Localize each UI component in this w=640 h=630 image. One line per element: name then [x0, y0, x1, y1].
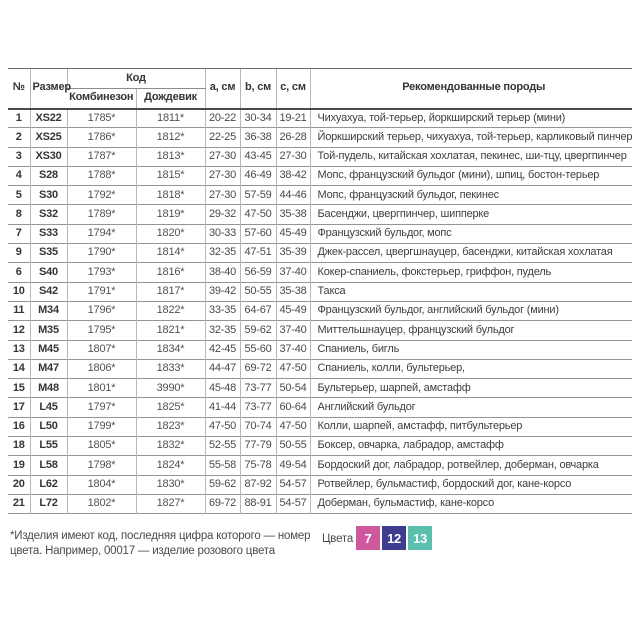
raincoat-code-cell: 1812*	[136, 128, 205, 147]
jumpsuit-code-cell: 1793*	[67, 263, 136, 282]
col-header-size: Размер	[30, 69, 67, 109]
dim-a-cell: 44-47	[205, 359, 240, 378]
size-cell: S33	[30, 224, 67, 243]
color-swatch: 13	[408, 526, 432, 550]
dim-c-cell: 47-50	[276, 359, 310, 378]
dim-b-cell: 57-60	[240, 224, 276, 243]
dim-c-cell: 37-40	[276, 263, 310, 282]
raincoat-code-cell: 1821*	[136, 321, 205, 340]
size-cell: S28	[30, 166, 67, 185]
dim-b-cell: 75-78	[240, 456, 276, 475]
dim-b-cell: 59-62	[240, 321, 276, 340]
breeds-cell: Той-пудель, китайская хохлатая, пекинес, ши-тцу, цвергпинчер	[310, 147, 632, 166]
dim-a-cell: 32-35	[205, 244, 240, 263]
dim-c-cell: 54-57	[276, 494, 310, 513]
raincoat-code-cell: 1822*	[136, 301, 205, 320]
row-number-cell: 6	[15, 265, 22, 278]
row-number-cell: 3	[15, 149, 22, 162]
dim-c-cell: 27-30	[276, 147, 310, 166]
size-cell: S35	[30, 244, 67, 263]
dim-c-cell: 60-64	[276, 398, 310, 417]
dim-b-cell: 36-38	[240, 128, 276, 147]
dim-b-cell: 70-74	[240, 417, 276, 436]
jumpsuit-code-cell: 1798*	[67, 456, 136, 475]
row-number-cell: 19	[12, 458, 25, 471]
row-number-cell: 14	[12, 362, 25, 375]
jumpsuit-code-cell: 1807*	[67, 340, 136, 359]
dim-a-cell: 22-25	[205, 128, 240, 147]
col-header-raincoat: Дождевик	[136, 89, 205, 109]
size-cell: M34	[30, 301, 67, 320]
raincoat-code-cell: 1814*	[136, 244, 205, 263]
row-number-cell: 13	[12, 342, 25, 355]
breeds-cell: Английский бульдог	[310, 398, 632, 417]
breeds-cell: Басенджи, цвергпинчер, шипперке	[310, 205, 632, 224]
jumpsuit-code-cell: 1796*	[67, 301, 136, 320]
col-header-b: b, см	[240, 69, 276, 109]
table-row	[8, 244, 632, 263]
jumpsuit-code-cell: 1789*	[67, 205, 136, 224]
raincoat-code-cell: 1833*	[136, 359, 205, 378]
raincoat-code-cell: 1823*	[136, 417, 205, 436]
breeds-cell: Бордоский дог, лабрадор, ротвейлер, доберман, овчарка	[310, 456, 632, 475]
dim-c-cell: 54-57	[276, 475, 310, 494]
dim-c-cell: 35-39	[276, 244, 310, 263]
row-number-cell: 1	[15, 111, 22, 124]
raincoat-code-cell: 1824*	[136, 456, 205, 475]
raincoat-code-cell: 1816*	[136, 263, 205, 282]
jumpsuit-code-cell: 1801*	[67, 379, 136, 398]
size-table	[8, 68, 632, 514]
jumpsuit-code-cell: 1802*	[67, 494, 136, 513]
table-row	[8, 263, 632, 282]
col-header-breeds: Рекомендованные породы	[310, 69, 632, 109]
size-cell: M35	[30, 321, 67, 340]
table-row	[8, 321, 632, 340]
dim-b-cell: 69-72	[240, 359, 276, 378]
dim-c-cell: 49-54	[276, 456, 310, 475]
row-number-cell: 16	[12, 420, 25, 433]
row-number-cell: 7	[15, 227, 22, 240]
row-number-cell: 8	[15, 207, 22, 220]
dim-a-cell: 29-32	[205, 205, 240, 224]
colors-label: Цвета	[322, 533, 354, 545]
table-row	[8, 340, 632, 359]
dim-a-cell: 20-22	[205, 109, 240, 128]
table-row	[8, 128, 632, 147]
table-row	[8, 109, 632, 128]
size-table-header	[8, 69, 632, 109]
breeds-cell: Доберман, бульмастиф, кане-корсо	[310, 494, 632, 513]
row-number-cell: 10	[12, 285, 25, 298]
dim-c-cell: 37-40	[276, 321, 310, 340]
raincoat-code-cell: 1815*	[136, 166, 205, 185]
table-row	[8, 398, 632, 417]
dim-c-cell: 44-46	[276, 186, 310, 205]
dim-c-cell: 35-38	[276, 205, 310, 224]
size-cell: M45	[30, 340, 67, 359]
dim-a-cell: 47-50	[205, 417, 240, 436]
size-cell: M47	[30, 359, 67, 378]
col-header-c: c, см	[276, 69, 310, 109]
row-number-cell: 15	[12, 381, 25, 394]
table-row	[8, 437, 632, 456]
dim-c-cell: 45-49	[276, 301, 310, 320]
table-row	[8, 224, 632, 243]
size-cell: L45	[30, 398, 67, 417]
breeds-cell: Спаниель, бигль	[310, 340, 632, 359]
size-cell: L55	[30, 437, 67, 456]
raincoat-code-cell: 1820*	[136, 224, 205, 243]
breeds-cell: Мопс, французский бульдог, пекинес	[310, 186, 632, 205]
dim-b-cell: 55-60	[240, 340, 276, 359]
raincoat-code-cell: 1832*	[136, 437, 205, 456]
breeds-cell: Йоркширский терьер, чихуахуа, той-терьер, карликовый пинчер	[310, 128, 632, 147]
breeds-cell: Джек-рассел, цвергшнауцер, басенджи, китайская хохлатая	[310, 244, 632, 263]
table-row	[8, 417, 632, 436]
row-number-cell: 17	[12, 400, 25, 413]
row-number-cell: 18	[12, 439, 25, 452]
row-number-cell: 11	[13, 304, 25, 317]
breeds-cell: Чихуахуа, той-терьер, йоркширский терьер (мини)	[310, 109, 632, 128]
dim-a-cell: 38-40	[205, 263, 240, 282]
jumpsuit-code-cell: 1795*	[67, 321, 136, 340]
size-cell: L50	[30, 417, 67, 436]
dim-c-cell: 50-55	[276, 437, 310, 456]
jumpsuit-code-cell: 1785*	[67, 109, 136, 128]
dim-a-cell: 33-35	[205, 301, 240, 320]
dim-a-cell: 42-45	[205, 340, 240, 359]
breeds-cell: Такса	[310, 282, 632, 301]
jumpsuit-code-cell: 1804*	[67, 475, 136, 494]
table-row	[8, 359, 632, 378]
dim-a-cell: 59-62	[205, 475, 240, 494]
table-row	[8, 147, 632, 166]
dim-b-cell: 30-34	[240, 109, 276, 128]
dim-c-cell: 26-28	[276, 128, 310, 147]
jumpsuit-code-cell: 1790*	[67, 244, 136, 263]
dim-c-cell: 38-42	[276, 166, 310, 185]
dim-a-cell: 27-30	[205, 186, 240, 205]
raincoat-code-cell: 1817*	[136, 282, 205, 301]
row-number-cell: 4	[15, 169, 22, 182]
table-row	[8, 475, 632, 494]
raincoat-code-cell: 1825*	[136, 398, 205, 417]
table-row	[8, 166, 632, 185]
raincoat-code-cell: 1827*	[136, 494, 205, 513]
table-row	[8, 282, 632, 301]
color-swatch: 7	[356, 526, 380, 550]
dim-b-cell: 73-77	[240, 398, 276, 417]
dim-b-cell: 77-79	[240, 437, 276, 456]
dim-a-cell: 45-48	[205, 379, 240, 398]
breeds-cell: Миттельшнауцер, французский бульдог	[310, 321, 632, 340]
dim-c-cell: 35-38	[276, 282, 310, 301]
dim-b-cell: 57-59	[240, 186, 276, 205]
jumpsuit-code-cell: 1806*	[67, 359, 136, 378]
color-swatches	[356, 526, 432, 550]
col-header-number: №	[8, 69, 30, 109]
breeds-cell: Спаниель, колли, бультерьер,	[310, 359, 632, 378]
raincoat-code-cell: 1834*	[136, 340, 205, 359]
breeds-cell: Французский бульдог, мопс	[310, 224, 632, 243]
table-row	[8, 456, 632, 475]
col-header-jumpsuit: Комбинезон	[69, 91, 134, 104]
raincoat-code-cell: 1813*	[136, 147, 205, 166]
row-number-cell: 2	[15, 130, 22, 143]
raincoat-code-cell: 1830*	[136, 475, 205, 494]
dim-a-cell: 52-55	[205, 437, 240, 456]
table-row	[8, 186, 632, 205]
dim-c-cell: 19-21	[276, 109, 310, 128]
raincoat-code-cell: 1818*	[136, 186, 205, 205]
dim-c-cell: 45-49	[276, 224, 310, 243]
jumpsuit-code-cell: 1787*	[67, 147, 136, 166]
size-cell: M48	[30, 379, 67, 398]
table-row	[8, 301, 632, 320]
breeds-cell: Ротвейлер, бульмастиф, бордоский дог, кане-корсо	[310, 475, 632, 494]
raincoat-code-cell: 3990*	[136, 379, 205, 398]
dim-b-cell: 64-67	[240, 301, 276, 320]
size-cell: L62	[30, 475, 67, 494]
col-header-code-group: Код	[67, 69, 205, 89]
table-row	[8, 379, 632, 398]
dim-c-cell: 37-40	[276, 340, 310, 359]
size-cell: L58	[30, 456, 67, 475]
size-table-body	[8, 109, 632, 514]
dim-a-cell: 55-58	[205, 456, 240, 475]
dim-b-cell: 46-49	[240, 166, 276, 185]
jumpsuit-code-cell: 1794*	[67, 224, 136, 243]
color-swatch: 12	[382, 526, 406, 550]
dim-b-cell: 87-92	[240, 475, 276, 494]
table-row	[8, 494, 632, 513]
row-number-cell: 12	[12, 323, 25, 336]
breeds-cell: Французский бульдог, английский бульдог (мини)	[310, 301, 632, 320]
dim-c-cell: 50-54	[276, 379, 310, 398]
size-cell: XS30	[30, 147, 67, 166]
breeds-cell: Боксер, овчарка, лабрадор, амстафф	[310, 437, 632, 456]
dim-a-cell: 41-44	[205, 398, 240, 417]
dim-b-cell: 50-55	[240, 282, 276, 301]
dim-a-cell: 30-33	[205, 224, 240, 243]
raincoat-code-cell: 1819*	[136, 205, 205, 224]
jumpsuit-code-cell: 1805*	[67, 437, 136, 456]
jumpsuit-code-cell: 1799*	[67, 417, 136, 436]
table-row	[8, 205, 632, 224]
dim-b-cell: 56-59	[240, 263, 276, 282]
dim-b-cell: 43-45	[240, 147, 276, 166]
size-cell: S42	[30, 282, 67, 301]
breeds-cell: Колли, шарпей, амстафф, питбультерьер	[310, 417, 632, 436]
size-cell: L72	[30, 494, 67, 513]
row-number-cell: 9	[15, 246, 22, 259]
size-cell: S32	[30, 205, 67, 224]
dim-a-cell: 27-30	[205, 166, 240, 185]
size-cell: S40	[30, 263, 67, 282]
dim-a-cell: 32-35	[205, 321, 240, 340]
dim-a-cell: 69-72	[205, 494, 240, 513]
raincoat-code-cell: 1811*	[136, 109, 205, 128]
row-number-cell: 21	[12, 497, 25, 510]
dim-a-cell: 39-42	[205, 282, 240, 301]
row-number-cell: 20	[12, 478, 25, 491]
breeds-cell: Кокер-спаниель, фокстерьер, гриффон, пудель	[310, 263, 632, 282]
size-cell: XS25	[30, 128, 67, 147]
dim-b-cell: 47-51	[240, 244, 276, 263]
jumpsuit-code-cell: 1792*	[67, 186, 136, 205]
jumpsuit-code-cell: 1797*	[67, 398, 136, 417]
breeds-cell: Бультерьер, шарпей, амстафф	[310, 379, 632, 398]
col-header-a: a, см	[205, 69, 240, 109]
jumpsuit-code-cell: 1791*	[67, 282, 136, 301]
jumpsuit-code-cell: 1788*	[67, 166, 136, 185]
breeds-cell: Мопс, французский бульдог (мини), шпиц, бостон-терьер	[310, 166, 632, 185]
row-number-cell: 5	[15, 188, 22, 201]
dim-c-cell: 47-50	[276, 417, 310, 436]
color-code-footnote: *Изделия имеют код, последняя цифра которого — номер цвета. Например, 00017 — изделие розового цвета	[10, 530, 311, 557]
jumpsuit-code-cell: 1786*	[67, 128, 136, 147]
dim-b-cell: 88-91	[240, 494, 276, 513]
size-cell: S30	[30, 186, 67, 205]
dim-b-cell: 47-50	[240, 205, 276, 224]
dim-a-cell: 27-30	[205, 147, 240, 166]
size-cell: XS22	[30, 109, 67, 128]
dim-b-cell: 73-77	[240, 379, 276, 398]
